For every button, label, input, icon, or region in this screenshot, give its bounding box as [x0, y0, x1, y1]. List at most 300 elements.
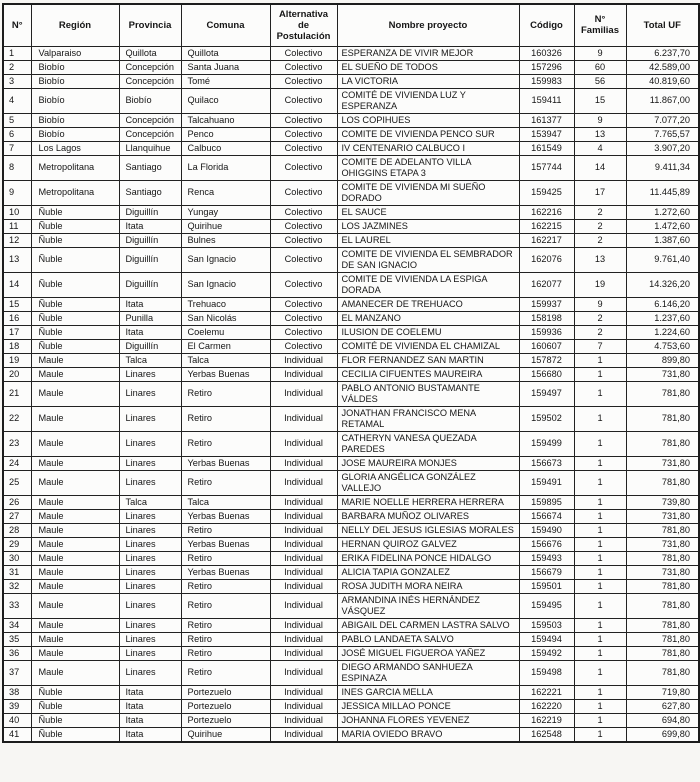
- cell-numero: 28: [3, 523, 31, 537]
- cell-codigo: 160326: [519, 46, 574, 60]
- cell-numero: 39: [3, 699, 31, 713]
- cell-numero: 27: [3, 509, 31, 523]
- cell-total-uf: 7.077,20: [626, 113, 699, 127]
- cell-comuna: Yerbas Buenas: [181, 367, 270, 381]
- cell-provincia: Diguillín: [119, 247, 181, 272]
- column-header-total-uf: Total UF: [626, 4, 699, 46]
- cell-alternativa: Colectivo: [270, 88, 337, 113]
- cell-nombre-proyecto: COMITE DE VIVIENDA MI SUEÑO DORADO: [337, 180, 519, 205]
- header-row: [3, 4, 699, 46]
- table-row: [3, 205, 699, 219]
- cell-codigo: 162219: [519, 713, 574, 727]
- cell-total-uf: 694,80: [626, 713, 699, 727]
- cell-total-uf: 7.765,57: [626, 127, 699, 141]
- cell-codigo: 159503: [519, 618, 574, 632]
- cell-numero: 10: [3, 205, 31, 219]
- cell-comuna: Retiro: [181, 660, 270, 685]
- cell-region: Biobío: [31, 60, 119, 74]
- cell-nombre-proyecto: EL MANZANO: [337, 311, 519, 325]
- cell-codigo: 159495: [519, 593, 574, 618]
- cell-total-uf: 781,80: [626, 618, 699, 632]
- cell-familias: 1: [574, 565, 626, 579]
- cell-provincia: Linares: [119, 593, 181, 618]
- cell-comuna: Yungay: [181, 205, 270, 219]
- cell-provincia: Talca: [119, 495, 181, 509]
- cell-numero: 19: [3, 353, 31, 367]
- cell-region: Maule: [31, 618, 119, 632]
- cell-comuna: Calbuco: [181, 141, 270, 155]
- cell-nombre-proyecto: ROSA JUDITH MORA NEIRA: [337, 579, 519, 593]
- cell-codigo: 157296: [519, 60, 574, 74]
- cell-alternativa: Colectivo: [270, 311, 337, 325]
- cell-total-uf: 781,80: [626, 523, 699, 537]
- cell-total-uf: 781,80: [626, 381, 699, 406]
- cell-nombre-proyecto: ILUSION DE COELEMU: [337, 325, 519, 339]
- cell-comuna: Retiro: [181, 646, 270, 660]
- cell-familias: 1: [574, 646, 626, 660]
- cell-familias: 60: [574, 60, 626, 74]
- cell-alternativa: Colectivo: [270, 46, 337, 60]
- cell-nombre-proyecto: COMITÉ DE VIVIENDA LUZ Y ESPERANZA: [337, 88, 519, 113]
- cell-region: Ñuble: [31, 272, 119, 297]
- cell-total-uf: 731,80: [626, 367, 699, 381]
- table-row: [3, 495, 699, 509]
- cell-codigo: 159425: [519, 180, 574, 205]
- cell-region: Metropolitana: [31, 180, 119, 205]
- cell-familias: 2: [574, 233, 626, 247]
- cell-familias: 1: [574, 367, 626, 381]
- cell-comuna: San Ignacio: [181, 272, 270, 297]
- cell-comuna: Quillota: [181, 46, 270, 60]
- column-header-familias: N° Familias: [574, 4, 626, 46]
- cell-region: Ñuble: [31, 727, 119, 742]
- cell-provincia: Diguillín: [119, 233, 181, 247]
- cell-nombre-proyecto: CECILIA CIFUENTES MAUREIRA: [337, 367, 519, 381]
- cell-alternativa: Individual: [270, 406, 337, 431]
- cell-provincia: Linares: [119, 406, 181, 431]
- cell-codigo: 162216: [519, 205, 574, 219]
- cell-nombre-proyecto: GLORIA ANGÉLICA GONZÁLEZ VALLEJO: [337, 470, 519, 495]
- cell-nombre-proyecto: EL LAUREL: [337, 233, 519, 247]
- cell-codigo: 162220: [519, 699, 574, 713]
- cell-provincia: Linares: [119, 646, 181, 660]
- cell-numero: 7: [3, 141, 31, 155]
- cell-provincia: Concepción: [119, 113, 181, 127]
- cell-nombre-proyecto: PABLO LANDAETA SALVO: [337, 632, 519, 646]
- cell-nombre-proyecto: NELLY DEL JESUS IGLESIAS MORALES: [337, 523, 519, 537]
- cell-comuna: El Carmen: [181, 339, 270, 353]
- cell-codigo: 156674: [519, 509, 574, 523]
- table-row: [3, 646, 699, 660]
- cell-numero: 12: [3, 233, 31, 247]
- cell-alternativa: Individual: [270, 685, 337, 699]
- cell-comuna: Quirihue: [181, 727, 270, 742]
- cell-region: Biobío: [31, 88, 119, 113]
- cell-comuna: Retiro: [181, 431, 270, 456]
- cell-provincia: Santiago: [119, 155, 181, 180]
- cell-familias: 1: [574, 523, 626, 537]
- cell-alternativa: Individual: [270, 431, 337, 456]
- cell-region: Ñuble: [31, 325, 119, 339]
- cell-region: Maule: [31, 495, 119, 509]
- cell-familias: 1: [574, 618, 626, 632]
- column-header-provincia: Provincia: [119, 4, 181, 46]
- cell-total-uf: 9.761,40: [626, 247, 699, 272]
- cell-total-uf: 731,80: [626, 537, 699, 551]
- table-row: [3, 155, 699, 180]
- cell-comuna: Portezuelo: [181, 713, 270, 727]
- cell-total-uf: 781,80: [626, 579, 699, 593]
- cell-comuna: Yerbas Buenas: [181, 565, 270, 579]
- cell-total-uf: 719,80: [626, 685, 699, 699]
- cell-alternativa: Individual: [270, 470, 337, 495]
- cell-codigo: 162215: [519, 219, 574, 233]
- cell-codigo: 162548: [519, 727, 574, 742]
- cell-total-uf: 781,80: [626, 593, 699, 618]
- column-header-codigo: Código: [519, 4, 574, 46]
- cell-numero: 37: [3, 660, 31, 685]
- cell-total-uf: 14.326,20: [626, 272, 699, 297]
- cell-numero: 38: [3, 685, 31, 699]
- cell-familias: 15: [574, 88, 626, 113]
- cell-region: Maule: [31, 431, 119, 456]
- cell-provincia: Linares: [119, 470, 181, 495]
- cell-alternativa: Colectivo: [270, 60, 337, 74]
- cell-nombre-proyecto: JOSE MAUREIRA MONJES: [337, 456, 519, 470]
- cell-codigo: 158198: [519, 311, 574, 325]
- cell-familias: 9: [574, 46, 626, 60]
- cell-alternativa: Colectivo: [270, 297, 337, 311]
- cell-codigo: 159411: [519, 88, 574, 113]
- cell-numero: 13: [3, 247, 31, 272]
- cell-provincia: Talca: [119, 353, 181, 367]
- cell-numero: 29: [3, 537, 31, 551]
- cell-codigo: 159499: [519, 431, 574, 456]
- cell-total-uf: 699,80: [626, 727, 699, 742]
- cell-comuna: Retiro: [181, 618, 270, 632]
- cell-numero: 15: [3, 297, 31, 311]
- cell-nombre-proyecto: LOS JAZMINES: [337, 219, 519, 233]
- cell-region: Maule: [31, 381, 119, 406]
- table-row: [3, 579, 699, 593]
- cell-total-uf: 11.445,89: [626, 180, 699, 205]
- cell-nombre-proyecto: JESSICA MILLAO PONCE: [337, 699, 519, 713]
- table-row: [3, 593, 699, 618]
- cell-total-uf: 40.819,60: [626, 74, 699, 88]
- cell-codigo: 159501: [519, 579, 574, 593]
- cell-provincia: Diguillín: [119, 339, 181, 353]
- cell-provincia: Itata: [119, 727, 181, 742]
- table-row: [3, 353, 699, 367]
- cell-total-uf: 781,80: [626, 470, 699, 495]
- cell-familias: 1: [574, 406, 626, 431]
- table-header: [3, 4, 699, 46]
- cell-nombre-proyecto: LOS COPIHUES: [337, 113, 519, 127]
- cell-region: Maule: [31, 537, 119, 551]
- cell-total-uf: 781,80: [626, 646, 699, 660]
- cell-nombre-proyecto: COMITE DE VIVIENDA PENCO SUR: [337, 127, 519, 141]
- cell-region: Maule: [31, 646, 119, 660]
- cell-nombre-proyecto: INES GARCIA MELLA: [337, 685, 519, 699]
- cell-provincia: Linares: [119, 632, 181, 646]
- cell-region: Ñuble: [31, 713, 119, 727]
- cell-total-uf: 1.387,60: [626, 233, 699, 247]
- cell-numero: 33: [3, 593, 31, 618]
- cell-numero: 25: [3, 470, 31, 495]
- cell-provincia: Itata: [119, 219, 181, 233]
- cell-alternativa: Colectivo: [270, 113, 337, 127]
- cell-comuna: Penco: [181, 127, 270, 141]
- cell-comuna: Bulnes: [181, 233, 270, 247]
- column-header-region: Región: [31, 4, 119, 46]
- cell-total-uf: 781,80: [626, 660, 699, 685]
- cell-comuna: Coelemu: [181, 325, 270, 339]
- cell-provincia: Itata: [119, 297, 181, 311]
- cell-provincia: Linares: [119, 456, 181, 470]
- cell-total-uf: 781,80: [626, 632, 699, 646]
- table-row: [3, 727, 699, 742]
- cell-comuna: Retiro: [181, 381, 270, 406]
- cell-alternativa: Colectivo: [270, 180, 337, 205]
- cell-codigo: 162077: [519, 272, 574, 297]
- cell-alternativa: Individual: [270, 632, 337, 646]
- cell-provincia: Itata: [119, 699, 181, 713]
- cell-codigo: 156680: [519, 367, 574, 381]
- cell-nombre-proyecto: DIEGO ARMANDO SANHUEZA ESPINAZA: [337, 660, 519, 685]
- cell-familias: 13: [574, 127, 626, 141]
- cell-codigo: 153947: [519, 127, 574, 141]
- cell-provincia: Linares: [119, 565, 181, 579]
- cell-nombre-proyecto: ALICIA TAPIA GONZALEZ: [337, 565, 519, 579]
- cell-codigo: 157744: [519, 155, 574, 180]
- cell-comuna: Retiro: [181, 523, 270, 537]
- table-row: [3, 74, 699, 88]
- cell-familias: 1: [574, 551, 626, 565]
- cell-alternativa: Individual: [270, 537, 337, 551]
- cell-numero: 3: [3, 74, 31, 88]
- cell-alternativa: Individual: [270, 367, 337, 381]
- cell-codigo: 159493: [519, 551, 574, 565]
- table-row: [3, 406, 699, 431]
- cell-total-uf: 1.272,60: [626, 205, 699, 219]
- cell-comuna: Portezuelo: [181, 685, 270, 699]
- table-row: [3, 60, 699, 74]
- cell-alternativa: Individual: [270, 381, 337, 406]
- cell-comuna: Quirihue: [181, 219, 270, 233]
- cell-total-uf: 4.753,60: [626, 339, 699, 353]
- cell-nombre-proyecto: COMITE DE VIVIENDA EL SEMBRADOR DE SAN IGNACIO: [337, 247, 519, 272]
- cell-nombre-proyecto: ABIGAIL DEL CARMEN LASTRA SALVO: [337, 618, 519, 632]
- cell-comuna: San Nicolás: [181, 311, 270, 325]
- table-row: [3, 113, 699, 127]
- cell-provincia: Diguillín: [119, 272, 181, 297]
- cell-familias: 1: [574, 660, 626, 685]
- table-row: [3, 233, 699, 247]
- cell-numero: 30: [3, 551, 31, 565]
- cell-comuna: Retiro: [181, 579, 270, 593]
- cell-comuna: Talca: [181, 353, 270, 367]
- cell-alternativa: Colectivo: [270, 74, 337, 88]
- cell-nombre-proyecto: ARMANDINA INÉS HERNÁNDEZ VÁSQUEZ: [337, 593, 519, 618]
- cell-provincia: Biobío: [119, 88, 181, 113]
- cell-numero: 4: [3, 88, 31, 113]
- cell-codigo: 159498: [519, 660, 574, 685]
- table-row: [3, 509, 699, 523]
- table-row: [3, 339, 699, 353]
- cell-nombre-proyecto: EL SAUCE: [337, 205, 519, 219]
- cell-comuna: Portezuelo: [181, 699, 270, 713]
- cell-alternativa: Individual: [270, 660, 337, 685]
- cell-codigo: 162076: [519, 247, 574, 272]
- cell-nombre-proyecto: AMANECER DE TREHUACO: [337, 297, 519, 311]
- cell-total-uf: 731,80: [626, 456, 699, 470]
- cell-numero: 14: [3, 272, 31, 297]
- cell-codigo: 159895: [519, 495, 574, 509]
- table-row: [3, 618, 699, 632]
- table-row: [3, 247, 699, 272]
- cell-codigo: 156679: [519, 565, 574, 579]
- cell-alternativa: Individual: [270, 509, 337, 523]
- cell-provincia: Linares: [119, 551, 181, 565]
- table-row: [3, 297, 699, 311]
- cell-region: Los Lagos: [31, 141, 119, 155]
- cell-numero: 8: [3, 155, 31, 180]
- cell-alternativa: Colectivo: [270, 233, 337, 247]
- cell-comuna: Trehuaco: [181, 297, 270, 311]
- cell-alternativa: Individual: [270, 618, 337, 632]
- table-row: [3, 219, 699, 233]
- cell-nombre-proyecto: COMITE DE ADELANTO VILLA OHIGGINS ETAPA 3: [337, 155, 519, 180]
- cell-comuna: Retiro: [181, 632, 270, 646]
- cell-provincia: Itata: [119, 685, 181, 699]
- cell-familias: 1: [574, 456, 626, 470]
- cell-numero: 18: [3, 339, 31, 353]
- table-row: [3, 660, 699, 685]
- table-row: [3, 632, 699, 646]
- cell-codigo: 159937: [519, 297, 574, 311]
- cell-alternativa: Colectivo: [270, 325, 337, 339]
- cell-familias: 1: [574, 685, 626, 699]
- cell-region: Ñuble: [31, 685, 119, 699]
- cell-familias: 56: [574, 74, 626, 88]
- table-row: [3, 46, 699, 60]
- cell-alternativa: Colectivo: [270, 205, 337, 219]
- table-row: [3, 685, 699, 699]
- cell-familias: 1: [574, 431, 626, 456]
- cell-region: Maule: [31, 470, 119, 495]
- cell-numero: 2: [3, 60, 31, 74]
- cell-codigo: 159490: [519, 523, 574, 537]
- cell-total-uf: 6.237,70: [626, 46, 699, 60]
- cell-comuna: Yerbas Buenas: [181, 537, 270, 551]
- cell-nombre-proyecto: FLOR FERNANDEZ SAN MARTIN: [337, 353, 519, 367]
- cell-alternativa: Colectivo: [270, 247, 337, 272]
- cell-nombre-proyecto: ERIKA FIDELINA PONCE HIDALGO: [337, 551, 519, 565]
- cell-alternativa: Individual: [270, 593, 337, 618]
- cell-nombre-proyecto: ESPERANZA DE VIVIR MEJOR: [337, 46, 519, 60]
- cell-numero: 16: [3, 311, 31, 325]
- cell-alternativa: Individual: [270, 565, 337, 579]
- table-row: [3, 456, 699, 470]
- cell-familias: 1: [574, 509, 626, 523]
- table-row: [3, 88, 699, 113]
- cell-numero: 32: [3, 579, 31, 593]
- cell-codigo: 157872: [519, 353, 574, 367]
- cell-familias: 1: [574, 713, 626, 727]
- cell-alternativa: Individual: [270, 495, 337, 509]
- table-row: [3, 311, 699, 325]
- cell-alternativa: Individual: [270, 713, 337, 727]
- cell-numero: 23: [3, 431, 31, 456]
- cell-alternativa: Colectivo: [270, 127, 337, 141]
- cell-nombre-proyecto: HERNAN QUIROZ GALVEZ: [337, 537, 519, 551]
- cell-codigo: 159497: [519, 381, 574, 406]
- cell-comuna: Retiro: [181, 551, 270, 565]
- cell-region: Ñuble: [31, 247, 119, 272]
- table-row: [3, 272, 699, 297]
- cell-alternativa: Colectivo: [270, 141, 337, 155]
- cell-alternativa: Individual: [270, 699, 337, 713]
- cell-familias: 7: [574, 339, 626, 353]
- cell-region: Maule: [31, 551, 119, 565]
- table-row: [3, 127, 699, 141]
- cell-region: Ñuble: [31, 699, 119, 713]
- cell-region: Ñuble: [31, 233, 119, 247]
- cell-provincia: Linares: [119, 579, 181, 593]
- cell-nombre-proyecto: MARIA OVIEDO BRAVO: [337, 727, 519, 742]
- cell-provincia: Concepción: [119, 60, 181, 74]
- cell-codigo: 162221: [519, 685, 574, 699]
- cell-region: Maule: [31, 456, 119, 470]
- cell-codigo: 159983: [519, 74, 574, 88]
- cell-region: Maule: [31, 565, 119, 579]
- cell-alternativa: Colectivo: [270, 339, 337, 353]
- column-header-nombre-proyecto: Nombre proyecto: [337, 4, 519, 46]
- cell-provincia: Linares: [119, 523, 181, 537]
- cell-total-uf: 1.237,60: [626, 311, 699, 325]
- cell-familias: 2: [574, 219, 626, 233]
- cell-region: Valparaiso: [31, 46, 119, 60]
- cell-provincia: Linares: [119, 618, 181, 632]
- cell-region: Maule: [31, 353, 119, 367]
- cell-comuna: Talca: [181, 495, 270, 509]
- table-row: [3, 699, 699, 713]
- cell-numero: 1: [3, 46, 31, 60]
- cell-numero: 20: [3, 367, 31, 381]
- cell-familias: 2: [574, 311, 626, 325]
- cell-nombre-proyecto: LA VICTORIA: [337, 74, 519, 88]
- cell-total-uf: 781,80: [626, 406, 699, 431]
- cell-nombre-proyecto: PABLO ANTONIO BUSTAMANTE VÁLDES: [337, 381, 519, 406]
- cell-total-uf: 781,80: [626, 551, 699, 565]
- column-header-alternativa: Alternativa de Postulación: [270, 4, 337, 46]
- cell-region: Maule: [31, 593, 119, 618]
- cell-region: Maule: [31, 367, 119, 381]
- cell-total-uf: 739,80: [626, 495, 699, 509]
- cell-codigo: 156676: [519, 537, 574, 551]
- cell-numero: 40: [3, 713, 31, 727]
- cell-codigo: 161549: [519, 141, 574, 155]
- cell-familias: 2: [574, 205, 626, 219]
- cell-comuna: Tomé: [181, 74, 270, 88]
- cell-comuna: Renca: [181, 180, 270, 205]
- table-row: [3, 325, 699, 339]
- table-row: [3, 565, 699, 579]
- cell-alternativa: Individual: [270, 727, 337, 742]
- table-row: [3, 431, 699, 456]
- cell-provincia: Llanquihue: [119, 141, 181, 155]
- column-header-numero: N°: [3, 4, 31, 46]
